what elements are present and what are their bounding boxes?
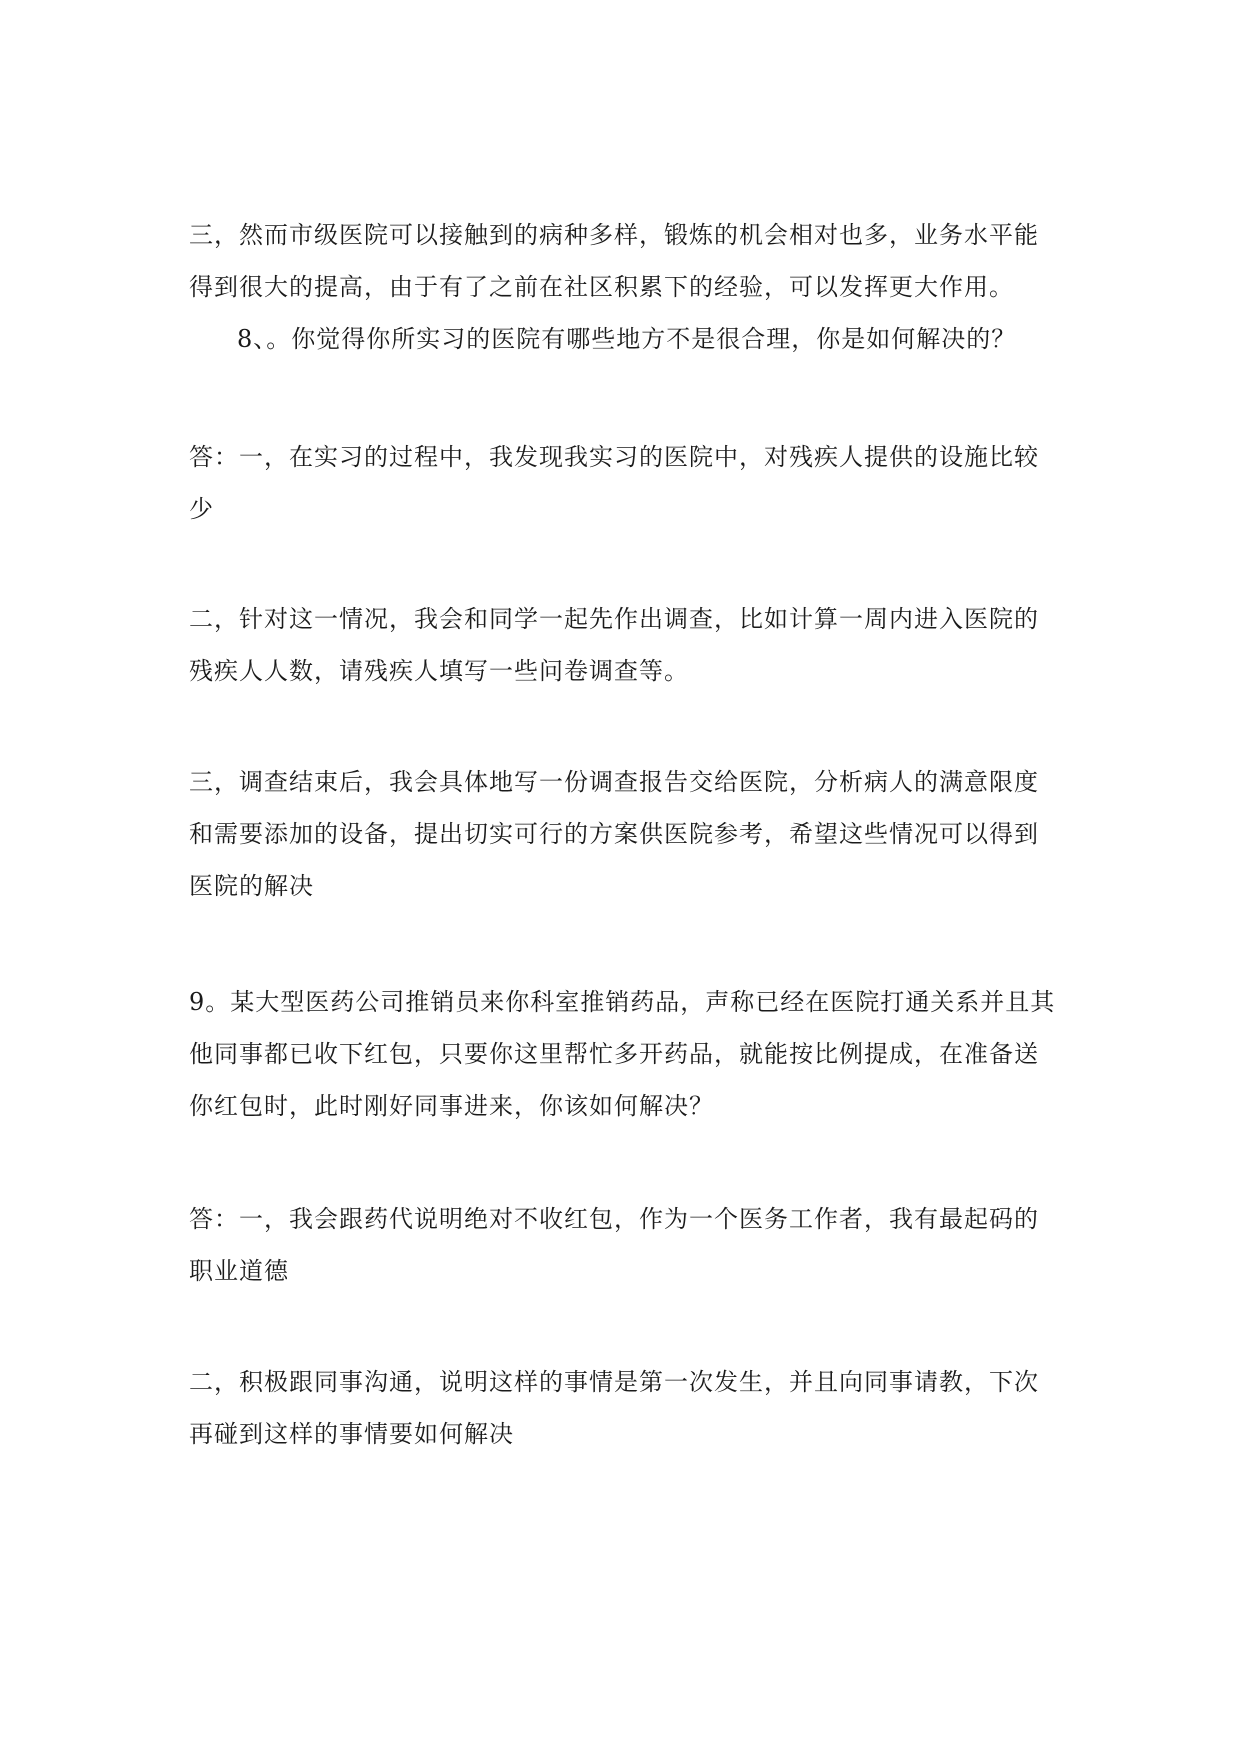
text-line: 职业道德 bbox=[189, 1257, 289, 1285]
text-line: 残疾人人数，请残疾人填写一些问卷调查等。 bbox=[189, 657, 689, 685]
text-line: 三，然而市级医院可以接触到的病种多样，锻炼的机会相对也多，业务水平能 bbox=[189, 221, 1039, 249]
text-line: 二，积极跟同事沟通，说明这样的事情是第一次发生，并且向同事请教，下次 bbox=[189, 1368, 1039, 1396]
answer-9-point-2 bbox=[189, 1356, 1059, 1460]
text-line: 9。某大型医药公司推销员来你科室推销药品，声称已经在医院打通关系并且其 bbox=[189, 988, 1056, 1016]
text-line: 二，针对这一情况，我会和同学一起先作出调查，比如计算一周内进入医院的 bbox=[189, 605, 1039, 633]
text-line: 和需要添加的设备，提出切实可行的方案供医院参考，希望这些情况可以得到 bbox=[189, 820, 1039, 848]
text-line: 答：一，我会跟药代说明绝对不收红包，作为一个医务工作者，我有最起码的 bbox=[189, 1205, 1039, 1233]
answer-8-point-2 bbox=[189, 593, 1059, 697]
question-8 bbox=[237, 313, 1107, 365]
text-line: 再碰到这样的事情要如何解决 bbox=[189, 1420, 514, 1448]
text-line: 你红包时，此时刚好同事进来，你该如何解决？ bbox=[189, 1092, 714, 1120]
text-line: 8、。你觉得你所实习的医院有哪些地方不是很合理，你是如何解决的？ bbox=[237, 325, 1017, 353]
text-line: 少 bbox=[189, 495, 214, 523]
text-line: 三，调查结束后，我会具体地写一份调查报告交给医院，分析病人的满意限度 bbox=[189, 768, 1039, 796]
answer-8-point-1 bbox=[189, 431, 1059, 535]
text-line: 他同事都已收下红包，只要你这里帮忙多开药品，就能按比例提成，在准备送 bbox=[189, 1040, 1039, 1068]
question-9 bbox=[189, 976, 1059, 1132]
paragraph-community-experience bbox=[189, 209, 1059, 313]
text-line: 得到很大的提高，由于有了之前在社区积累下的经验，可以发挥更大作用。 bbox=[189, 273, 1014, 301]
text-line: 医院的解决 bbox=[189, 872, 314, 900]
text-line: 答：一，在实习的过程中，我发现我实习的医院中，对残疾人提供的设施比较 bbox=[189, 443, 1039, 471]
answer-9-point-1 bbox=[189, 1193, 1059, 1297]
answer-8-point-3 bbox=[189, 756, 1059, 912]
